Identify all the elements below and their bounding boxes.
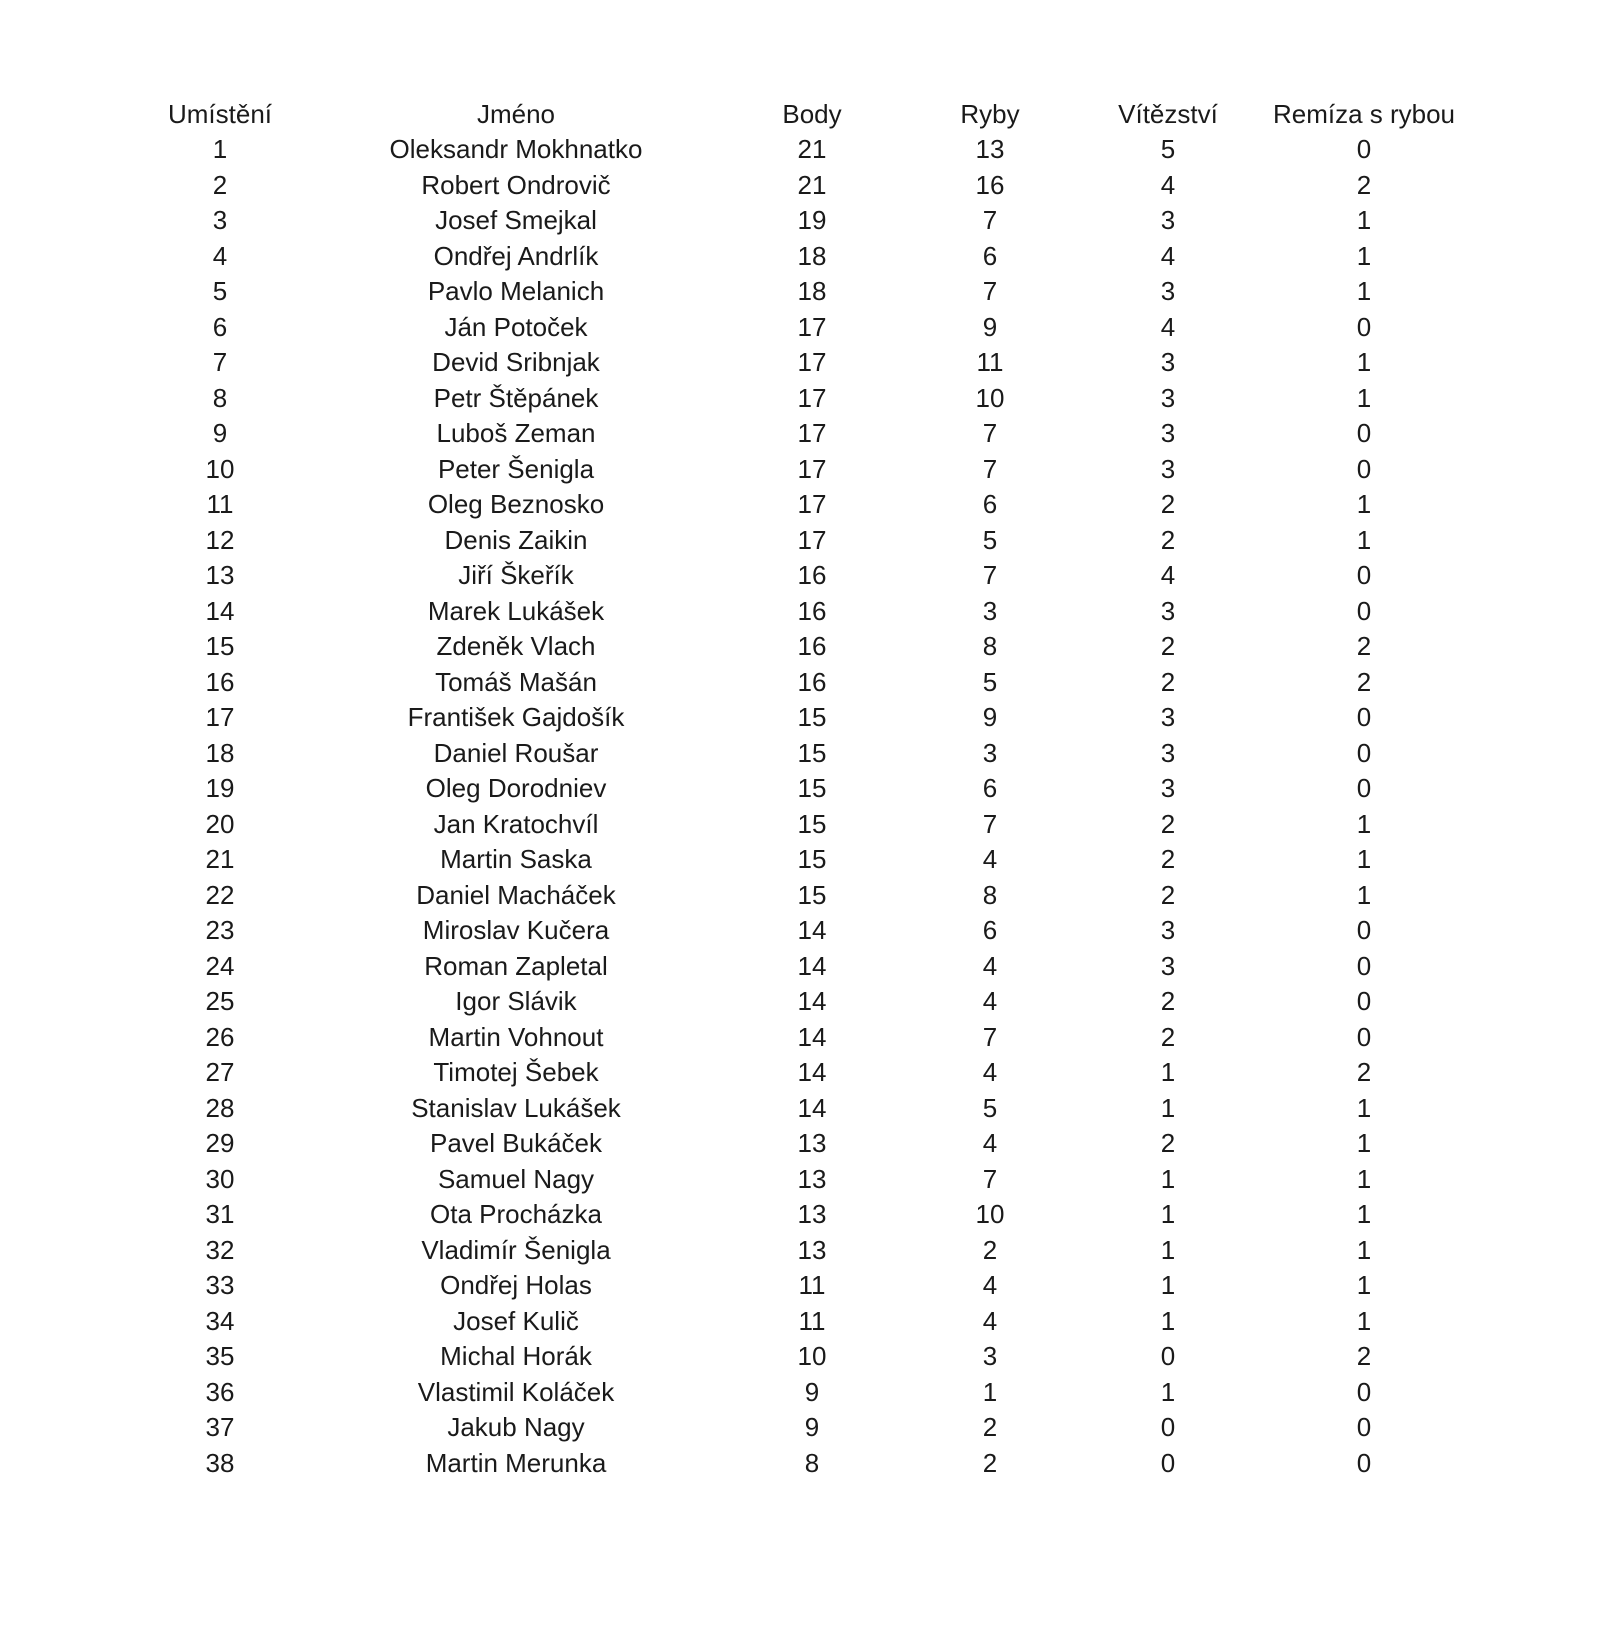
table-row (140, 310, 1480, 346)
cell-wins: 0 (1160, 1412, 1176, 1442)
cell-name: Josef Smejkal (435, 205, 597, 235)
cell-points: 16 (797, 560, 827, 590)
cell-points: 15 (797, 737, 827, 768)
cell-fish: 10 (975, 1199, 1005, 1229)
cell-fish: 6 (982, 915, 998, 945)
cell-name: Zdeněk Vlach (436, 631, 596, 661)
cell-draws-with-fish: 1 (1356, 1163, 1372, 1194)
table-row (140, 1410, 1480, 1446)
results-table (140, 96, 1480, 1481)
cell-points: 16 (797, 631, 827, 661)
cell-wins: 3 (1160, 347, 1176, 377)
cell-wins: 2 (1160, 1021, 1176, 1052)
cell-rank: 7 (212, 347, 228, 377)
table-row (140, 736, 1480, 772)
cell-points: 14 (797, 986, 827, 1016)
cell-wins: 1 (1160, 1305, 1176, 1336)
cell-name: František Gajdošík (407, 702, 625, 732)
cell-rank: 10 (205, 453, 235, 484)
cell-draws-with-fish: 0 (1356, 702, 1372, 732)
table-row (140, 487, 1480, 523)
table-row (140, 1446, 1480, 1482)
table-row (140, 665, 1480, 701)
cell-points: 15 (797, 702, 827, 732)
cell-draws-with-fish: 2 (1356, 666, 1372, 697)
cell-name: Oleksandr Mokhnatko (389, 134, 643, 164)
table-row (140, 629, 1480, 665)
cell-wins: 4 (1160, 169, 1176, 200)
cell-fish: 7 (982, 1163, 998, 1194)
cell-fish: 5 (982, 524, 998, 555)
cell-wins: 3 (1160, 595, 1176, 626)
cell-draws-with-fish: 0 (1356, 560, 1372, 590)
cell-draws-with-fish: 1 (1356, 844, 1372, 874)
cell-points: 21 (797, 134, 827, 164)
cell-wins: 4 (1160, 311, 1176, 342)
cell-rank: 12 (205, 524, 235, 555)
cell-points: 14 (797, 950, 827, 981)
cell-points: 17 (797, 311, 827, 342)
cell-points: 13 (797, 1234, 827, 1265)
cell-wins: 3 (1160, 950, 1176, 981)
cell-draws-with-fish: 0 (1356, 311, 1372, 342)
cell-fish: 6 (982, 489, 998, 519)
cell-wins: 1 (1160, 1376, 1176, 1407)
table-row (140, 949, 1480, 985)
cell-points: 13 (797, 1199, 827, 1229)
cell-points: 21 (797, 169, 827, 200)
cell-draws-with-fish: 2 (1356, 169, 1372, 200)
cell-name: Pavlo Melanich (427, 276, 605, 306)
cell-name: Ondřej Holas (440, 1270, 592, 1300)
cell-rank: 29 (205, 1128, 235, 1158)
cell-wins: 5 (1160, 134, 1176, 164)
cell-name: Ota Procházka (430, 1199, 602, 1229)
cell-rank: 38 (205, 1447, 235, 1478)
cell-draws-with-fish: 0 (1356, 1412, 1372, 1442)
table-body (140, 132, 1480, 1481)
cell-draws-with-fish: 0 (1356, 773, 1372, 803)
cell-wins: 3 (1160, 205, 1176, 235)
cell-fish: 4 (982, 844, 998, 874)
cell-rank: 5 (212, 276, 228, 306)
cell-name: Pavel Bukáček (430, 1128, 602, 1158)
table-row (140, 1091, 1480, 1127)
table-row (140, 771, 1480, 807)
table-header (140, 96, 1480, 132)
cell-fish: 9 (982, 311, 998, 342)
cell-wins: 2 (1160, 986, 1176, 1016)
cell-points: 17 (797, 489, 827, 519)
table-row (140, 452, 1480, 488)
cell-points: 9 (804, 1376, 820, 1407)
cell-fish: 4 (982, 1128, 998, 1158)
cell-rank: 2 (212, 169, 228, 200)
header-fish: Ryby (960, 99, 1020, 129)
cell-fish: 6 (982, 240, 998, 271)
cell-name: Michal Horák (440, 1341, 592, 1371)
cell-points: 14 (797, 1021, 827, 1052)
cell-points: 14 (797, 1092, 827, 1123)
cell-fish: 16 (975, 169, 1005, 200)
cell-rank: 30 (205, 1163, 235, 1194)
cell-points: 19 (797, 205, 827, 235)
cell-rank: 21 (205, 844, 235, 874)
header-name: Jméno (476, 99, 556, 129)
cell-fish: 10 (975, 382, 1005, 413)
table-row (140, 1197, 1480, 1233)
cell-fish: 11 (976, 347, 1004, 377)
cell-draws-with-fish: 1 (1356, 347, 1372, 377)
cell-fish: 8 (982, 879, 998, 910)
cell-rank: 17 (205, 702, 235, 732)
table-row (140, 594, 1480, 630)
cell-draws-with-fish: 1 (1356, 276, 1372, 306)
header-points: Body (782, 99, 842, 129)
cell-wins: 0 (1160, 1341, 1176, 1371)
cell-points: 17 (797, 418, 827, 448)
header-wins: Vítězství (1118, 99, 1218, 129)
cell-rank: 9 (212, 418, 228, 448)
cell-fish: 5 (982, 1092, 998, 1123)
cell-wins: 2 (1160, 524, 1176, 555)
cell-rank: 4 (212, 240, 228, 271)
cell-wins: 2 (1160, 489, 1176, 519)
table-row (140, 203, 1480, 239)
table-row (140, 168, 1480, 204)
cell-draws-with-fish: 0 (1356, 418, 1372, 448)
cell-rank: 13 (205, 560, 235, 590)
cell-name: Ondřej Andrlík (433, 240, 599, 271)
cell-rank: 15 (205, 631, 235, 661)
cell-points: 10 (797, 1341, 827, 1371)
cell-name: Petr Štěpánek (433, 382, 599, 413)
cell-rank: 3 (212, 205, 228, 235)
cell-name: Peter Šenigla (437, 453, 595, 484)
cell-rank: 27 (205, 1057, 235, 1087)
table-row (140, 345, 1480, 381)
cell-draws-with-fish: 1 (1356, 1270, 1372, 1300)
cell-fish: 4 (982, 1305, 998, 1336)
cell-name: Daniel Roušar (433, 737, 599, 768)
cell-points: 14 (797, 915, 827, 945)
cell-draws-with-fish: 2 (1356, 1057, 1372, 1087)
cell-wins: 2 (1160, 808, 1176, 839)
cell-wins: 3 (1160, 382, 1176, 413)
cell-points: 15 (797, 808, 827, 839)
cell-rank: 32 (205, 1234, 235, 1265)
cell-fish: 4 (982, 986, 998, 1016)
cell-fish: 7 (982, 560, 998, 590)
cell-name: Robert Ondrovič (421, 169, 611, 200)
cell-name: Luboš Zeman (436, 418, 596, 448)
cell-draws-with-fish: 0 (1356, 453, 1372, 484)
cell-draws-with-fish: 0 (1356, 1021, 1372, 1052)
cell-wins: 3 (1160, 418, 1176, 448)
cell-rank: 28 (205, 1092, 235, 1123)
cell-points: 9 (804, 1412, 820, 1442)
cell-name: Igor Slávik (455, 986, 577, 1016)
cell-wins: 3 (1160, 453, 1176, 484)
cell-draws-with-fish: 1 (1356, 808, 1372, 839)
cell-name: Vlastimil Koláček (417, 1376, 615, 1407)
cell-wins: 3 (1160, 276, 1176, 306)
cell-draws-with-fish: 0 (1356, 1376, 1372, 1407)
cell-points: 17 (797, 347, 827, 377)
table-row (140, 132, 1480, 168)
cell-name: Vladimír Šenigla (421, 1234, 611, 1265)
cell-fish: 6 (982, 773, 998, 803)
cell-wins: 1 (1160, 1092, 1176, 1123)
cell-rank: 26 (205, 1021, 235, 1052)
cell-fish: 7 (982, 808, 998, 839)
table-row (140, 878, 1480, 914)
cell-draws-with-fish: 2 (1356, 1341, 1372, 1371)
cell-draws-with-fish: 0 (1356, 1447, 1372, 1478)
table-row (140, 984, 1480, 1020)
table-row (140, 1304, 1480, 1340)
cell-fish: 7 (982, 1021, 998, 1052)
cell-draws-with-fish: 0 (1356, 986, 1372, 1016)
cell-wins: 3 (1160, 737, 1176, 768)
cell-fish: 3 (982, 1341, 998, 1371)
cell-points: 17 (797, 453, 827, 484)
cell-name: Tomáš Mašán (435, 666, 597, 697)
table-row (140, 239, 1480, 275)
header-row (140, 96, 1480, 132)
table-row (140, 1162, 1480, 1198)
cell-wins: 1 (1160, 1163, 1176, 1194)
cell-name: Jan Kratochvíl (433, 808, 599, 839)
cell-fish: 1 (982, 1376, 998, 1407)
cell-rank: 36 (205, 1376, 235, 1407)
cell-wins: 2 (1160, 844, 1176, 874)
cell-fish: 9 (982, 702, 998, 732)
cell-name: Oleg Dorodniev (425, 773, 607, 803)
cell-rank: 16 (205, 666, 235, 697)
cell-fish: 2 (982, 1412, 998, 1442)
cell-rank: 11 (206, 489, 234, 519)
cell-rank: 19 (205, 773, 235, 803)
cell-name: Marek Lukášek (427, 595, 605, 626)
cell-draws-with-fish: 1 (1356, 1128, 1372, 1158)
cell-draws-with-fish: 1 (1356, 1305, 1372, 1336)
cell-name: Josef Kulič (453, 1305, 579, 1336)
table-row (140, 381, 1480, 417)
cell-points: 15 (797, 879, 827, 910)
cell-points: 18 (797, 240, 827, 271)
cell-wins: 0 (1160, 1447, 1176, 1478)
cell-points: 13 (797, 1128, 827, 1158)
cell-wins: 2 (1160, 666, 1176, 697)
cell-draws-with-fish: 0 (1356, 737, 1372, 768)
header-draws-with-fish: Remíza s rybou (1272, 99, 1456, 129)
cell-name: Miroslav Kučera (422, 915, 610, 945)
table-row (140, 1233, 1480, 1269)
cell-draws-with-fish: 1 (1356, 879, 1372, 910)
cell-fish: 7 (982, 276, 998, 306)
cell-fish: 8 (982, 631, 998, 661)
table-row (140, 558, 1480, 594)
cell-wins: 4 (1160, 560, 1176, 590)
table-row (140, 700, 1480, 736)
cell-draws-with-fish: 0 (1356, 595, 1372, 626)
cell-draws-with-fish: 1 (1356, 240, 1372, 271)
table-row (140, 842, 1480, 878)
cell-rank: 8 (212, 382, 228, 413)
cell-points: 8 (804, 1447, 820, 1478)
cell-points: 16 (797, 595, 827, 626)
cell-rank: 18 (205, 737, 235, 768)
cell-name: Timotej Šebek (433, 1057, 599, 1087)
cell-rank: 34 (205, 1305, 235, 1336)
cell-points: 13 (797, 1163, 827, 1194)
cell-rank: 37 (205, 1412, 235, 1442)
cell-rank: 31 (205, 1199, 235, 1229)
cell-points: 15 (797, 773, 827, 803)
table-row (140, 1268, 1480, 1304)
cell-rank: 23 (205, 915, 235, 945)
cell-fish: 3 (982, 595, 998, 626)
cell-points: 17 (797, 524, 827, 555)
table-row (140, 416, 1480, 452)
cell-points: 11 (798, 1305, 826, 1336)
table-row (140, 274, 1480, 310)
cell-name: Martin Vohnout (428, 1021, 604, 1052)
table-row (140, 1375, 1480, 1411)
cell-name: Martin Saska (440, 844, 592, 874)
cell-wins: 2 (1160, 1128, 1176, 1158)
table-row (140, 1055, 1480, 1091)
cell-fish: 13 (975, 134, 1005, 164)
table-row (140, 1126, 1480, 1162)
cell-name: Ján Potoček (444, 311, 588, 342)
cell-fish: 4 (982, 1270, 998, 1300)
cell-fish: 2 (982, 1447, 998, 1478)
table-row (140, 1339, 1480, 1375)
cell-name: Jiří Škeřík (458, 560, 574, 590)
cell-points: 11 (798, 1270, 826, 1300)
cell-rank: 20 (205, 808, 235, 839)
cell-rank: 35 (205, 1341, 235, 1371)
cell-fish: 2 (982, 1234, 998, 1265)
cell-wins: 3 (1160, 702, 1176, 732)
cell-wins: 1 (1160, 1199, 1176, 1229)
cell-wins: 1 (1160, 1234, 1176, 1265)
cell-name: Denis Zaikin (444, 524, 588, 555)
cell-draws-with-fish: 0 (1356, 134, 1372, 164)
cell-name: Roman Zapletal (424, 950, 608, 981)
cell-name: Samuel Nagy (437, 1163, 595, 1194)
cell-fish: 7 (982, 453, 998, 484)
cell-wins: 3 (1160, 915, 1176, 945)
cell-draws-with-fish: 1 (1356, 524, 1372, 555)
cell-rank: 33 (205, 1270, 235, 1300)
cell-points: 18 (797, 276, 827, 306)
cell-fish: 4 (982, 1057, 998, 1087)
cell-draws-with-fish: 0 (1356, 915, 1372, 945)
cell-fish: 5 (982, 666, 998, 697)
cell-name: Daniel Macháček (416, 879, 616, 910)
cell-rank: 6 (212, 311, 228, 342)
cell-name: Oleg Beznosko (427, 489, 605, 519)
cell-wins: 4 (1160, 240, 1176, 271)
cell-rank: 24 (205, 950, 235, 981)
cell-wins: 3 (1160, 773, 1176, 803)
cell-wins: 2 (1160, 631, 1176, 661)
cell-draws-with-fish: 2 (1356, 631, 1372, 661)
cell-name: Martin Merunka (425, 1447, 607, 1478)
cell-rank: 22 (205, 879, 235, 910)
cell-name: Devid Sribnjak (432, 347, 600, 377)
cell-wins: 1 (1160, 1057, 1176, 1087)
cell-name: Stanislav Lukášek (411, 1092, 621, 1123)
cell-fish: 4 (982, 950, 998, 981)
cell-fish: 7 (982, 418, 998, 448)
cell-points: 14 (797, 1057, 827, 1087)
table-row (140, 913, 1480, 949)
cell-draws-with-fish: 1 (1356, 1234, 1372, 1265)
cell-draws-with-fish: 1 (1356, 205, 1372, 235)
cell-name: Jakub Nagy (447, 1412, 585, 1442)
table-row (140, 1020, 1480, 1056)
cell-draws-with-fish: 1 (1356, 489, 1372, 519)
header-rank: Umístění (167, 99, 273, 129)
cell-points: 15 (797, 844, 827, 874)
cell-rank: 1 (212, 134, 228, 164)
cell-fish: 7 (982, 205, 998, 235)
cell-draws-with-fish: 0 (1356, 950, 1372, 981)
cell-points: 17 (797, 382, 827, 413)
cell-wins: 2 (1160, 879, 1176, 910)
cell-wins: 1 (1160, 1270, 1176, 1300)
cell-rank: 14 (205, 595, 235, 626)
cell-fish: 3 (982, 737, 998, 768)
cell-rank: 25 (205, 986, 235, 1016)
cell-draws-with-fish: 1 (1356, 1092, 1372, 1123)
table-row (140, 807, 1480, 843)
cell-draws-with-fish: 1 (1356, 382, 1372, 413)
cell-draws-with-fish: 1 (1356, 1199, 1372, 1229)
table-row (140, 523, 1480, 559)
cell-points: 16 (797, 666, 827, 697)
